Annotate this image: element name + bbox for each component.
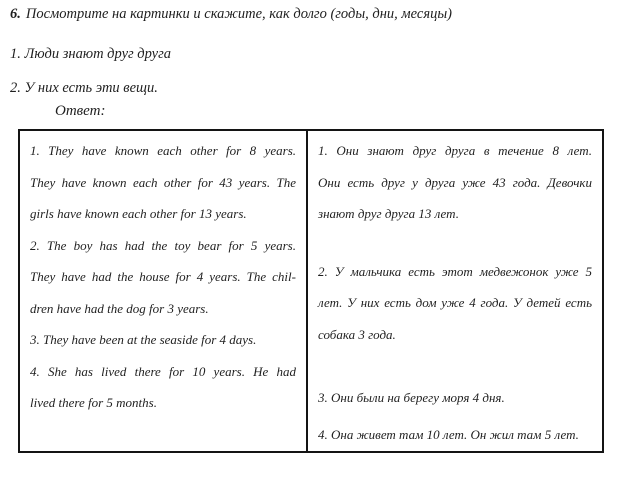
russian-answer-line: 2. У мальчика есть этот медвежонок уже 5 [318,263,592,279]
answers-russian-cell [308,131,602,451]
task-number: 6. [10,6,21,22]
russian-answer-line: 3. Они были на берегу моря 4 дня. [318,390,505,405]
russian-answer-line: лет. У них есть дом уже 4 года. У детей есть [318,295,592,310]
english-answer-line: 2. The boy has had the toy bear for 5 years. [30,237,296,253]
russian-answer-line: 4. Она живет там 10 лет. Он жил там 5 лет. [318,426,579,442]
task-heading [10,6,452,23]
answers-english-cell [20,131,308,451]
subtask-2: 2. У них есть эти вещи. [10,80,158,96]
english-answer-line: dren have had the dog for 3 years. [30,300,209,316]
answer-label: Ответ: [55,103,106,119]
english-answer-line: 3. They have been at the seaside for 4 days. [30,332,257,347]
answers-table [18,129,604,453]
english-answer-line: They have had the house for 4 years. The chil- [30,269,296,284]
subtask-1: 1. Люди знают друг друга [10,46,172,62]
russian-answer-line: знают друг друга 13 лет. [318,206,459,221]
english-answer-line: 1. They have known each other for 8 years. [30,143,296,158]
english-answer-line: They have known each other for 43 years. The [30,174,296,190]
english-answer-line: girls have known each other for 13 years. [30,206,247,221]
russian-answer-line: Они есть друг у друга уже 43 года. Девочки [318,174,592,190]
english-answer-line: 4. She has lived there for 10 years. He had [30,363,296,379]
russian-answer-line: 1. Они знают друг друга в течение 8 лет. [318,143,592,158]
russian-answer-line: собака 3 года. [318,326,396,342]
task-text: Посмотрите на картинки и скажите, как долго (годы, дни, месяцы) [25,6,452,22]
english-answer-line: lived there for 5 months. [30,395,157,410]
